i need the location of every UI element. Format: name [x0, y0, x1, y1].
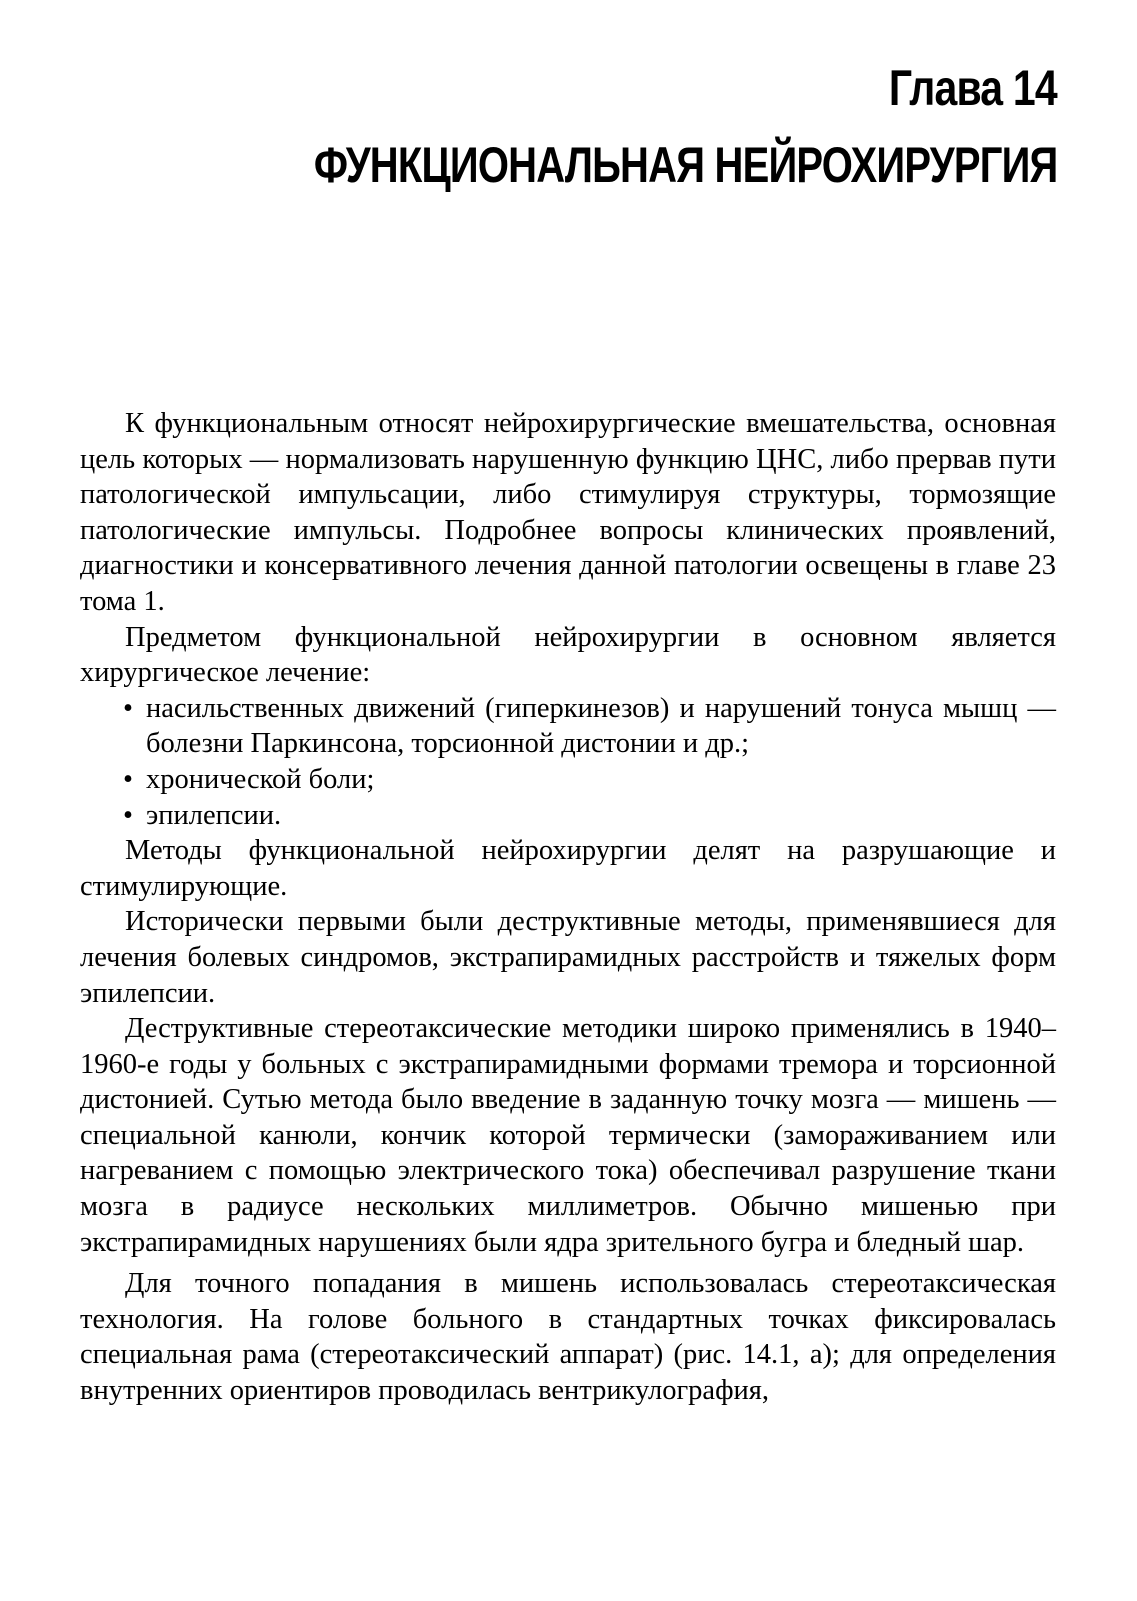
bullet-icon: • — [123, 692, 133, 724]
list-item-text: насильственных движений (гиперкинезов) и нарушений тонуса мышц — болезни Паркинсона, торсионной дистонии и др.; — [146, 692, 1056, 760]
body-text — [80, 406, 1056, 1409]
list-item-text: эпилепсии. — [146, 799, 282, 831]
chapter-title: ФУНКЦИОНАЛЬНАЯ НЕЙРОХИРУРГИЯ — [313, 137, 1057, 193]
list-item — [80, 798, 1056, 834]
list-item — [80, 691, 1056, 762]
paragraph-subject: Предметом функциональной нейрохирургии в основном является хирургическое лечение: — [80, 621, 1056, 689]
paragraph-intro: К функциональным относят нейрохирургические вмешательства, основная цель которых — нормализовать нарушенную функцию ЦНС, либо прервав пути патологической импульсации, либо стимулируя структуры, тормозящие патологические импульсы. Подробнее вопросы клинических проявлений, диагностики и консервативного лечения данной патологии освещены в главе 23 тома 1. — [80, 408, 1056, 617]
chapter-number: Глава 14 — [889, 60, 1057, 116]
paragraph-stereotaxy: Для точного попадания в мишень использовалась стереотаксическая технология. На голове больного в стандартных точках фиксировалась специальная рама (стереотаксический аппарат) (рис. 14.1, а); для определения внутренних ориентиров проводилась вентрикулография, — [80, 1268, 1056, 1407]
bullet-icon: • — [123, 763, 133, 795]
treatment-list — [80, 691, 1056, 833]
list-item — [80, 762, 1056, 798]
list-item-text: хронической боли; — [146, 763, 375, 795]
paragraph-history: Исторически первыми были деструктивные методы, применявшиеся для лечения болевых синдромов, экстрапирамидных расстройств и тяжелых форм эпилепсии. — [80, 906, 1056, 1009]
paragraph-destructive: Деструктивные стереотаксические методики широко применялись в 1940–1960-е годы у больных с экстрапирамидными формами тремора и торсионной дистонией. Сутью метода было введение в заданную точку мозга — мишень — специальной канюли, кончик которой термически (замораживанием или нагреванием с помощью электрического тока) обеспечивал разрушение ткани мозга в радиусе нескольких миллиметров. Обычно мишенью при экстрапирамидных нарушениях были ядра зрительного бугра и бледный шар. — [80, 1013, 1056, 1258]
paragraph-methods: Методы функциональной нейрохирургии делят на разрушающие и стимулирующие. — [80, 835, 1056, 902]
bullet-icon: • — [123, 799, 133, 831]
